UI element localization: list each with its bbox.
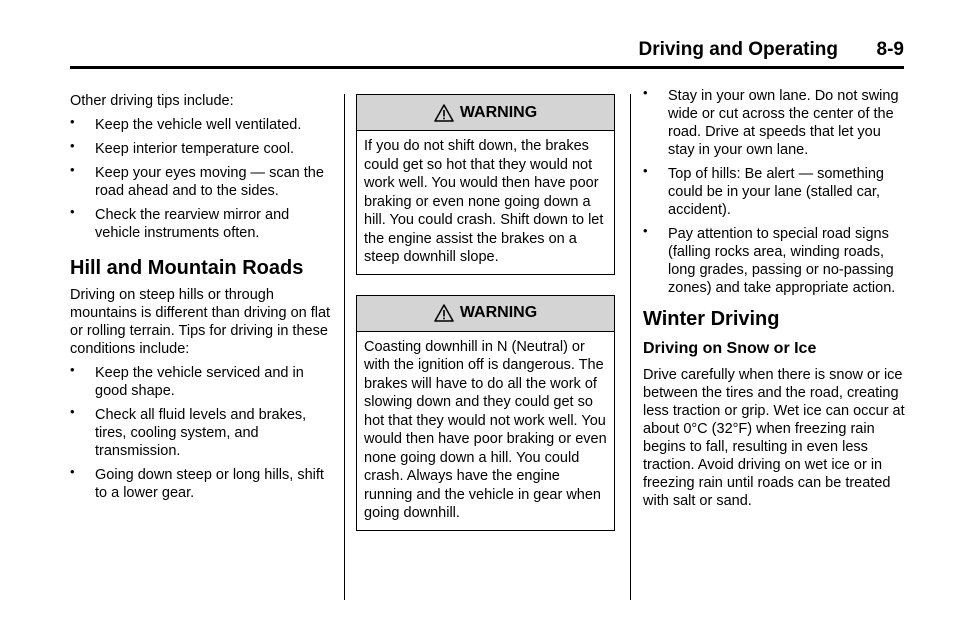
road-tips-list: [643, 87, 907, 297]
section-paragraph: Drive carefully when there is snow or ice between the tires and the road, creating less traction or grip. Wet ice can occur at about 0°C (32°F) when freezing rain begins to fall, resulting in even less traction. Avoid driving on wet ice or in freezing rain until roads can be treated with salt or sand.: [643, 367, 905, 509]
column-divider: [344, 94, 345, 600]
right-column: [643, 87, 907, 516]
warning-text: Coasting downhill in N (Neutral) or with the ignition off is dangerous. The brakes will have to do all the work of slowing down and they could get so hot that they would not work well. You would then have poor braking or even none going down a hill. You could crash. Always have the engine running and the vehicle in gear when going downhill.: [364, 338, 607, 521]
page-number: 8-9: [876, 39, 904, 60]
tips-intro: Other driving tips include:: [70, 93, 234, 109]
bullet: •: [70, 138, 75, 153]
bullet: •: [70, 404, 75, 419]
column-divider: [630, 94, 631, 600]
section-title: Driving and Operating: [638, 39, 838, 60]
list-item: • Keep the vehicle well ventilated.: [70, 114, 302, 133]
bullet: •: [70, 362, 75, 377]
section-heading: Winter Driving: [643, 308, 780, 330]
list-item: • Pay attention to special road signs (falling rocks area, winding roads, long grades, passing or no-passing zones) and take appropriate action.: [643, 223, 896, 296]
middle-column: [356, 94, 618, 551]
list-item: • Stay in your own lane. Do not swing wide or cut across the center of the road. Drive at speeds that let you stay in your own lane.: [643, 85, 899, 158]
bullet: •: [70, 464, 75, 479]
list-item: • Going down steep or long hills, shift to a lower gear.: [70, 464, 324, 501]
warning-header: [357, 296, 614, 332]
section-paragraph: Driving on steep hills or through mountains is different than driving on flat or rolling terrain. Tips for driving in these conditions include:: [70, 287, 331, 357]
driving-tips-list: [70, 116, 334, 242]
list-item: • Check the rearview mirror and vehicle instruments often.: [70, 204, 290, 241]
warning-text: If you do not shift down, the brakes could get so hot that they would not work well. You would then have poor braking or even none going down a hill. You could crash. Shift down to let the engine assist the brakes on a steep downhill slope.: [364, 138, 604, 265]
bullet: •: [643, 223, 648, 238]
left-column: [70, 92, 334, 508]
warning-header: [357, 95, 614, 131]
list-item: • Check all fluid levels and brakes, tires, cooling system, and transmission.: [70, 404, 307, 459]
warning-box: [356, 94, 615, 275]
hill-tips-list: [70, 364, 334, 502]
section-heading: Hill and Mountain Roads: [70, 257, 304, 279]
bullet: •: [70, 114, 75, 129]
list-item: • Keep the vehicle serviced and in good shape.: [70, 362, 304, 399]
list-item: • Top of hills: Be alert — something could be in your lane (stalled car, accident).: [643, 163, 884, 218]
bullet: •: [643, 163, 648, 178]
list-item: • Keep interior temperature cool.: [70, 138, 295, 157]
bullet: •: [70, 204, 75, 219]
warning-title: WARNING: [459, 103, 538, 121]
list-item: • Keep your eyes moving — scan the road ahead and to the sides.: [70, 162, 324, 199]
page-header: [70, 36, 904, 69]
warning-box: [356, 295, 615, 531]
subsection-heading: Driving on Snow or Ice: [643, 340, 817, 357]
bullet: •: [643, 85, 648, 100]
bullet: •: [70, 162, 75, 177]
warning-title: WARNING: [459, 304, 538, 321]
warning-icon: [434, 104, 454, 122]
warning-icon: [434, 304, 454, 322]
